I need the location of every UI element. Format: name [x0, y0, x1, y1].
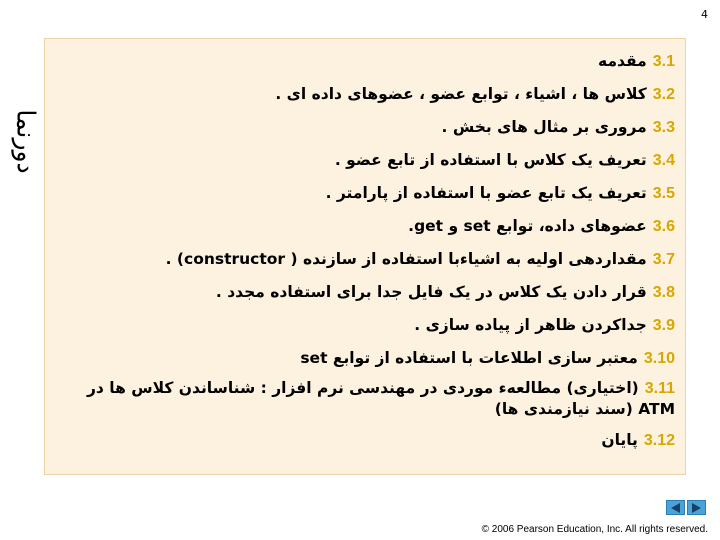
toc-box: [44, 38, 686, 475]
toc-item-3-9: [53, 309, 675, 342]
toc-item-3-1: [53, 45, 675, 78]
side-title-text: دورنما: [11, 108, 41, 174]
toc-item-3-12: [53, 424, 675, 457]
toc-number: 3.5: [652, 185, 675, 202]
toc-item-3-10: [53, 342, 675, 375]
toc-item-3-6: [53, 210, 675, 243]
toc-list: [45, 39, 685, 457]
toc-number: 3.8: [652, 284, 675, 301]
side-title: [12, 86, 40, 196]
toc-item-3-11: [53, 375, 675, 424]
toc-number: 3.11: [644, 380, 675, 397]
triangle-right-icon: [691, 503, 702, 513]
toc-number: 3.12: [643, 432, 675, 449]
toc-number: 3.9: [652, 317, 675, 334]
toc-text: تعریف یک تابع عضو با استفاده از پارامتر .: [325, 184, 647, 202]
toc-item-3-3: [53, 111, 675, 144]
toc-item-3-5: [53, 177, 675, 210]
toc-number: 3.2: [652, 86, 675, 103]
toc-item-3-8: [53, 276, 675, 309]
toc-item-3-2: [53, 78, 675, 111]
toc-text: جداکردن ظاهر از پیاده سازی .: [414, 316, 647, 334]
next-slide-button[interactable]: [687, 500, 706, 515]
toc-item-3-7: [53, 243, 675, 276]
triangle-left-icon: [670, 503, 681, 513]
toc-text: تعریف یک کلاس با استفاده از تابع عضو .: [334, 151, 647, 169]
page-number: 4: [701, 8, 708, 21]
previous-slide-button[interactable]: [666, 500, 685, 515]
toc-text: (اختیاری) مطالعهء موردی در مهندسی نرم افزار : شناساندن کلاس ها در ATM (سند نیازمندی ها): [86, 379, 675, 418]
copyright-text: © 2006 Pearson Education, Inc. All rights reserved.: [481, 524, 708, 535]
toc-number: 3.10: [643, 350, 675, 367]
toc-text: معتبر سازی اطلاعات با استفاده از توابع set: [300, 349, 638, 367]
toc-text: کلاس ها ، اشیاء ، توابع عضو ، عضوهای داده ای .: [275, 85, 647, 103]
toc-number: 3.7: [652, 251, 675, 268]
toc-number: 3.1: [652, 53, 675, 70]
toc-text: پایان: [601, 431, 638, 449]
toc-number: 3.6: [652, 218, 675, 235]
toc-number: 3.4: [652, 152, 675, 169]
toc-item-3-4: [53, 144, 675, 177]
toc-text: مروری بر مثال های بخش .: [441, 118, 647, 136]
toc-text: مقدمه: [598, 52, 647, 70]
toc-text: مقداردهی اولیه به اشیاءبا استفاده از سازنده ( constructor) .: [165, 250, 647, 268]
slide-navigation: [666, 500, 706, 515]
toc-text: عضوهای داده، توابع set و get.: [408, 217, 647, 235]
toc-number: 3.3: [652, 119, 675, 136]
toc-text: قرار دادن یک کلاس در یک فایل جدا برای استفاده مجدد .: [215, 283, 647, 301]
